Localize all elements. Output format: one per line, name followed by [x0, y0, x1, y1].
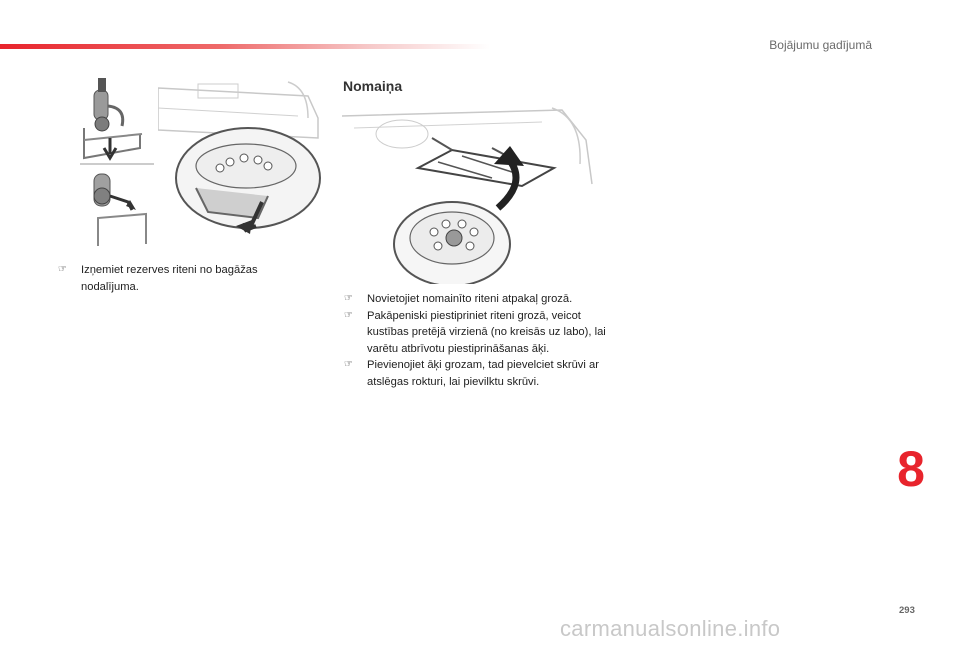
list-item [344, 291, 608, 308]
list-item [58, 262, 298, 295]
right-steps-list [344, 291, 608, 390]
page-number: 293 [899, 605, 915, 616]
header-accent-bar [0, 44, 490, 49]
section-heading: Nomaiņa [343, 78, 403, 94]
pointing-hand-icon: ☞ [344, 359, 353, 370]
list-item [344, 308, 608, 358]
watermark: carmanualsonline.info [560, 616, 781, 641]
pointing-hand-icon: ☞ [344, 309, 353, 321]
figure-hook-detail [80, 78, 154, 248]
step-text: Pakāpeniski piestipriniet riteni grozā, veicot kustības pretējā virzienā (no kreisās uz labo), lai varētu atbrīvotu piestiprināšanas āķi. [367, 309, 606, 355]
step-text: Izņemiet rezerves riteni no bagāžas nodalījuma. [81, 264, 258, 293]
pointing-hand-icon: ☞ [344, 293, 353, 304]
list-item [344, 357, 608, 390]
chapter-number: 8 [897, 441, 925, 497]
pointing-hand-icon: ☞ [58, 264, 67, 275]
figure-wheel-replacement [342, 104, 600, 284]
step-text: Novietojiet nomainīto riteni atpakaļ grozā. [367, 293, 573, 305]
left-steps-list [58, 262, 298, 295]
section-title: Bojājumu gadījumā [769, 38, 872, 52]
step-text: Pievienojiet āķi grozam, tad pievelciet skrūvi ar atslēgas rokturi, lai pievilktu skrūvi. [367, 359, 599, 388]
figure-spare-wheel-removal [158, 78, 323, 248]
